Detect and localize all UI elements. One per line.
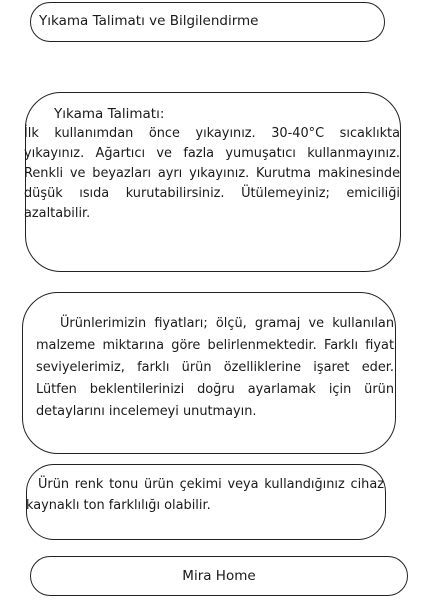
color-note-text: Ürün renk tonu ürün çekimi veya kullandığınız cihaz kaynaklı ton farklılığı olabilir.: [26, 477, 384, 513]
washing-text: İlk kullanımdan önce yıkayınız. 30-40°C sıcaklıkta yıkayınız. Ağartıcı ve fazla yumuşatıcı kullanmayınız. Renkli ve beyazları ayrı yıkayınız. Kurutma makinesinde düşük ısıda kurutabilirsiniz. Ütülemeyiniz; emiciliği azaltabilir.: [24, 126, 400, 221]
washing-heading: Yıkama Talimatı:: [54, 106, 165, 122]
pricing-text: Ürünlerimizin fiyatları; ölçü, gramaj ve kullanılan malzeme miktarına göre belirlenmektedir. Farklı fiyat seviyelerimiz, farklı ürün özelliklerine işaret eder. Lütfen beklentilerinizi doğru ayarlamak için ürün detaylarını incelemeyi unutmayın.: [36, 316, 394, 419]
brand-name: Mira Home: [182, 568, 256, 584]
brand-box: [30, 556, 408, 596]
title-box: [30, 2, 385, 42]
page-title: Yıkama Talimatı ve Bilgilendirme: [39, 13, 259, 29]
